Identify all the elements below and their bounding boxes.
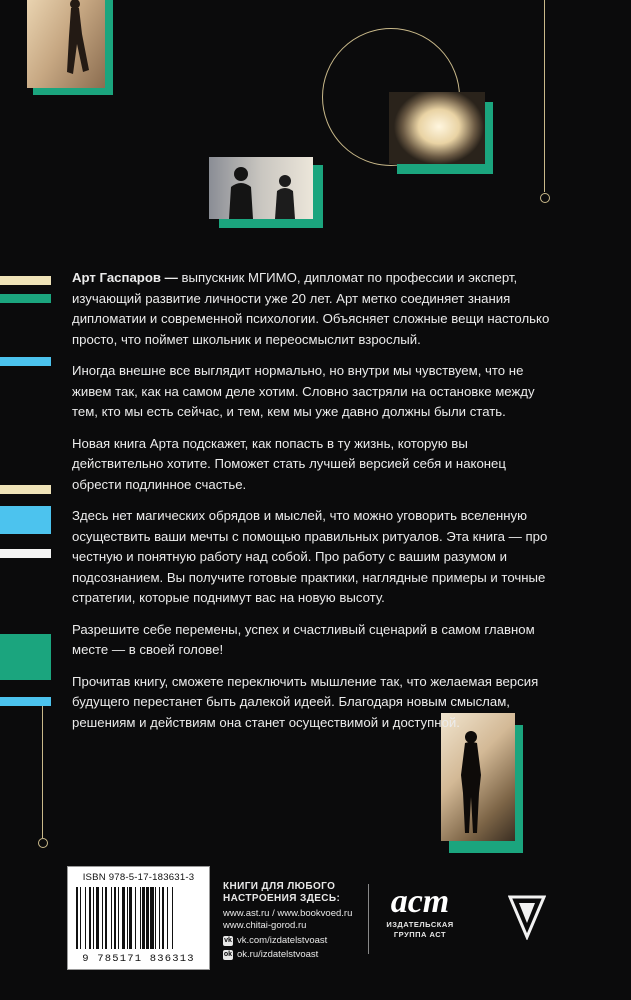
barcode-bar	[159, 887, 160, 949]
barcode-bar	[80, 887, 81, 949]
gold-vertical-line-left	[42, 700, 43, 838]
photo-couple	[209, 157, 323, 228]
isbn-label: ISBN 978-5-17-183631-3	[82, 872, 195, 883]
photo-walking-man	[27, 0, 113, 95]
stripe-cream	[0, 276, 51, 285]
vk-link[interactable]: vk vk.com/izdatelstvoast	[224, 935, 328, 946]
barcode-bar	[118, 887, 119, 949]
divider	[368, 884, 369, 954]
barcode-bar	[127, 887, 128, 949]
stripe-white	[0, 549, 51, 558]
info-heading: КНИГИ ДЛЯ ЛЮБОГО	[223, 881, 336, 892]
barcode-bar	[142, 887, 144, 949]
paragraph-author: Арт Гаспаров — выпускник МГИМО, дипломат по профессии и эксперт, изучающий развитие личности уже 20 лет. Арт метко соединяет знания дипломатии и современной психологии. Объясняет сложные вещи настолько просто, что поймет школьник и переосмыслит взрослый.	[72, 270, 550, 347]
barcode-bar	[155, 887, 156, 949]
gold-dot-left	[38, 838, 48, 848]
barcode-bar	[122, 887, 126, 949]
stripe-teal	[0, 294, 51, 303]
ast-logo: аст	[390, 883, 450, 920]
barcode-bar	[140, 887, 141, 949]
annotation-text	[72, 268, 552, 744]
photo-window-light	[389, 92, 493, 174]
barcode-bar	[150, 887, 154, 949]
stripe-sky	[0, 697, 51, 706]
barcode-bar	[96, 887, 100, 949]
store-link[interactable]: www.chitai-gorod.ru	[223, 920, 307, 931]
paragraph: Здесь нет магических обрядов и мыслей, что можно уговорить вселенную осуществить ваши мечты с помощью правильных ритуалов. Эта книга — про честную и понятную работу над собой. Про работу с вашим разумом и подсознанием. Вы получите готовые практики, наглядные примеры и точные стратегии, которые поднимут вас на новую высоту.	[72, 508, 548, 605]
barcode-bar	[167, 887, 168, 949]
publisher-name: ИЗДАТЕЛЬСКАЯ	[386, 920, 454, 929]
barcode-bar	[162, 887, 164, 949]
barcode-bar	[102, 887, 103, 949]
barcode-bar	[172, 887, 173, 949]
stripe-sky-wide	[0, 506, 51, 534]
barcode-bar	[146, 887, 148, 949]
barcode-bar	[129, 887, 131, 949]
store-link[interactable]: www.ast.ru / www.bookvoed.ru	[223, 908, 353, 919]
gold-vertical-line	[544, 0, 545, 192]
paragraph: Иногда внешне все выглядит нормально, но внутри мы чувствуем, что не живем так, как на самом деле хотим. Словно застряли на остановке между тем, кто мы есть сейчас, и тем, кем мы уже давно должны были стать.	[72, 363, 535, 419]
barcode-bar	[93, 887, 94, 949]
publisher-logo	[380, 884, 460, 940]
barcode-bar	[111, 887, 112, 949]
barcode-bar	[85, 887, 86, 949]
barcode-bar	[105, 887, 107, 949]
paragraph: Прочитав книгу, сможете переключить мышление так, что желаемая версия будущего перестанет быть далекой идеей. Благодаря новым смыслам, решениям и действиям она станет осуществимой и доступной.	[72, 673, 539, 730]
barcode-bar	[135, 887, 136, 949]
barcode-bar	[76, 887, 78, 949]
store-info	[223, 881, 363, 962]
paragraph: Новая книга Арта подскажет, как попасть в ту жизнь, которую вы действительно хотите. Поможет стать лучшей версией себя и наконец обрести подлинное счастье.	[72, 435, 506, 492]
vk-icon: vk	[224, 937, 232, 944]
v-logo-icon	[508, 894, 546, 945]
info-heading: НАСТРОЕНИЯ ЗДЕСЬ:	[223, 893, 341, 904]
stripe-sky	[0, 357, 51, 366]
barcode	[67, 866, 210, 970]
author-name: Арт Гаспаров —	[72, 270, 178, 285]
stripe-cream	[0, 485, 51, 494]
paragraph: Разрешите себе перемены, успех и счастливый сценарий в самом главном месте — в своей голове!	[72, 621, 535, 657]
barcode-bar	[89, 887, 91, 949]
barcode-bar	[114, 887, 116, 949]
barcode-bars	[76, 887, 203, 949]
ok-icon: ok	[223, 951, 233, 958]
publisher-name: ГРУППА АСТ	[393, 930, 447, 939]
barcode-number: 9 785171 836313	[82, 953, 195, 965]
gold-dot	[540, 193, 550, 203]
ok-link[interactable]: ok ok.ru/izdatelstvoast	[223, 949, 319, 960]
stripe-teal-wide	[0, 634, 51, 680]
